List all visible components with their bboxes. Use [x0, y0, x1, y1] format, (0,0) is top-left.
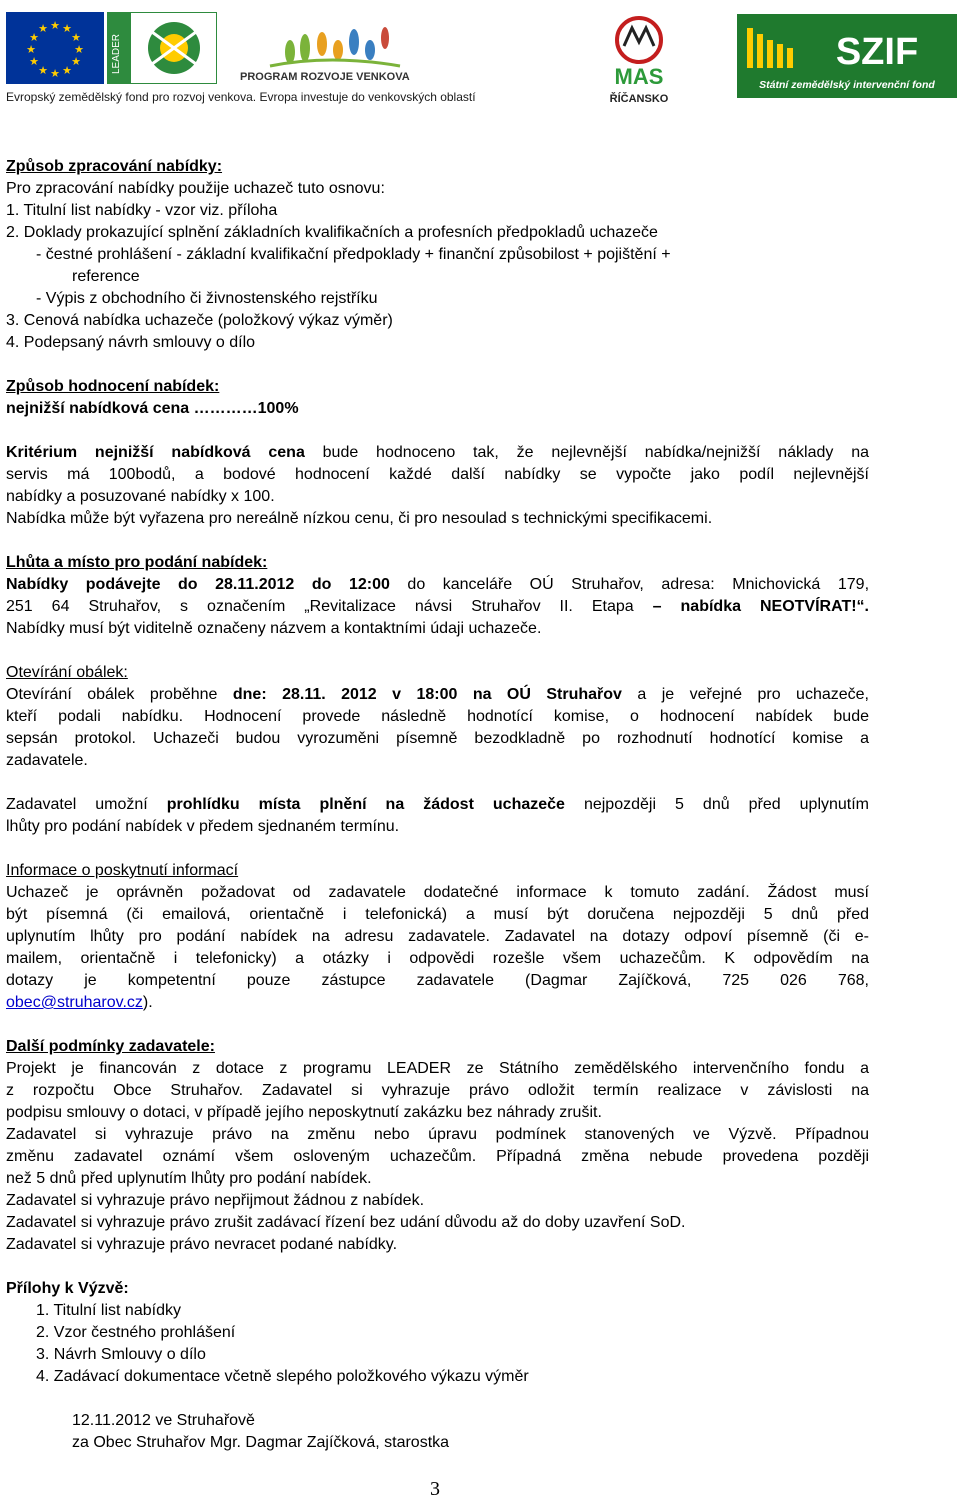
prilohy-item: 3. Návrh Smlouvy o dílo — [36, 1346, 206, 1363]
leader-logo-text: LEADER — [111, 33, 122, 74]
svg-text:★: ★ — [50, 67, 60, 80]
informace-line-5: dotazy je kompetentní pouze zástupce zadavatele (Dagmar Zajíčková, 725 026 768, — [6, 972, 869, 989]
dalsi-line-5: změnu zadavatel oznámí všem osloveným uchazečům. Případná změna nebude provedena později — [6, 1148, 869, 1165]
szif-logo — [737, 14, 957, 98]
hodnoceni-criterion-lead: Kritérium nejnižší nabídková cena — [6, 444, 305, 461]
lhuta-address: do kanceláře OÚ Struhařov, adresa: Mnichovická 179, — [389, 576, 870, 593]
mas-logo-text: MAS — [614, 64, 664, 89]
section-heading-informace: Informace o poskytnutí informací — [6, 862, 239, 879]
prilohy-item: 4. Zadávací dokumentace včetně slepého položkového výkazu výměr — [36, 1368, 529, 1385]
dalsi-line-8: Zadavatel si vyhrazuje právo zrušit zadávací řízení bez udání důvodu až do doby uzavření SoD. — [6, 1214, 686, 1231]
informace-line-1: Uchazeč je oprávněn požadovat od zadavatele dodatečné informace k tomuto zadání. Žádost musí — [6, 884, 869, 901]
svg-text:★: ★ — [71, 55, 81, 68]
dalsi-line-1: Projekt je financován z dotace z programu LEADER ze Státního zemědělského intervenčního fondu a — [6, 1060, 869, 1077]
otevirani-datetime: dne: 28.11. 2012 v 18:00 na OÚ Struhařov — [232, 686, 622, 703]
informace-line-6 — [6, 992, 153, 1014]
page-number: 3 — [430, 1478, 440, 1500]
hodnoceni-para-1-line-2: servis má 100bodů, a bodové hodnocení každé další nabídky se vypočte jako podíl nejlevnější — [6, 466, 869, 483]
zpracovani-subitem-1a: - čestné prohlášení - základní kvalifikační předpoklady + finanční způsobilost + pojištění + — [36, 246, 671, 263]
lhuta-line-1 — [6, 574, 869, 596]
dalsi-line-4: Zadavatel si vyhrazuje právo na změnu nebo úpravu podmínek stanovených ve Výzvě. Případnou — [6, 1126, 869, 1143]
header-tagline: Evropský zemědělský fond pro rozvoj venkova. Evropa investuje do venkovských oblastí — [6, 90, 476, 104]
mas-ricansko-logo — [598, 12, 680, 108]
svg-text:★: ★ — [29, 55, 39, 68]
svg-text:★: ★ — [26, 43, 36, 56]
svg-text:★: ★ — [50, 19, 60, 32]
prohlidka-rest: nejpozději 5 dnů před uplynutím — [564, 796, 870, 813]
szif-logo-subtext: Státní zemědělský intervenční fond — [759, 79, 935, 91]
otevirani-intro: Otevírání obálek proběhne — [6, 686, 233, 703]
prilohy-item: 1. Titulní list nabídky — [36, 1302, 181, 1319]
svg-text:★: ★ — [74, 43, 84, 56]
informace-line-6-tail: ). — [142, 994, 153, 1011]
prv-logo — [230, 10, 410, 82]
email-link[interactable]: obec@struharov.cz — [6, 994, 143, 1011]
dalsi-line-7: Zadavatel si vyhrazuje právo nepřijmout žádnou z nabídek. — [6, 1192, 425, 1209]
eu-flag-logo — [6, 12, 104, 84]
hodnoceni-para-1-rest: bude hodnoceno tak, že nejlevnější nabídka/nejnižší náklady na — [304, 444, 869, 461]
header — [0, 0, 960, 110]
prohlidka-emphasis: prohlídku místa plnění na žádost uchazeče — [166, 796, 565, 813]
hodnoceni-para-1-line-3: nabídky a posuzované nabídky x 100. — [6, 488, 275, 505]
lhuta-deadline-date: Nabídky podávejte do 28.11. — [6, 576, 259, 593]
signature-signer: za Obec Struhařov Mgr. Dagmar Zajíčková, starostka — [72, 1434, 450, 1451]
lhuta-line-3: Nabídky musí být viditelně označeny názvem a kontaktními údaji uchazeče. — [6, 620, 542, 637]
zpracovani-item-4: 4. Podepsaný návrh smlouvy o dílo — [6, 334, 256, 351]
svg-text:★: ★ — [62, 64, 72, 77]
otevirani-line-4: zadavatele. — [6, 752, 88, 769]
zpracovani-item-1: 1. Titulní list nabídky - vzor viz. příloha — [6, 202, 278, 219]
dalsi-line-2: z rozpočtu Obce Struhařov. Zadavatel si vyhrazuje právo odložit termín realizace v závislosti na — [6, 1082, 869, 1099]
otevirani-line-3: sepsán protokol. Uchazeči budou vyrozuměni písemně bezodkladně po rozhodnutí hodnotící komise a — [6, 730, 869, 747]
lhuta-deadline-time: 2012 do 12:00 — [258, 576, 390, 593]
lhuta-do-not-open: – nabídka NEOTVÍRAT!“. — [633, 598, 870, 615]
svg-text:★: ★ — [29, 31, 39, 44]
hodnoceni-criterion: nejnižší nabídková cena …………100% — [6, 400, 299, 417]
zpracovani-subitem-2: - Výpis z obchodního či živnostenského rejstříku — [36, 290, 378, 307]
hodnoceni-para-1-line-1 — [6, 442, 869, 464]
leader-logo — [107, 12, 217, 84]
dalsi-line-6: než 5 dnů před uplynutím lhůty pro podání nabídek. — [6, 1170, 372, 1187]
svg-text:★: ★ — [71, 31, 81, 44]
zpracovani-intro: Pro zpracování nabídky použije uchazeč tuto osnovu: — [6, 180, 385, 197]
section-heading-hodnoceni: Způsob hodnocení nabídek: — [6, 378, 220, 395]
svg-text:★: ★ — [62, 22, 72, 35]
informace-line-2: být písemná (či emailová, orientačně i telefonická) a musí být doručena nejpozději 5 dnů před — [6, 906, 869, 923]
lhuta-marking-intro: 251 64 Struhařov, s označením — [6, 598, 305, 615]
prohlidka-line-1 — [6, 794, 869, 816]
svg-text:★: ★ — [38, 22, 48, 35]
signature-date-place: 12.11.2012 ve Struhařově — [72, 1412, 255, 1429]
zpracovani-item-3: 3. Cenová nabídka uchazeče (položkový výkaz výměr) — [6, 312, 393, 329]
section-heading-dalsi: Další podmínky zadavatele: — [6, 1038, 215, 1055]
section-heading-prilohy: Přílohy k Výzvě: — [6, 1280, 129, 1297]
section-heading-zpracovani: Způsob zpracování nabídky: — [6, 158, 223, 175]
dalsi-line-9: Zadavatel si vyhrazuje právo nevracet podané nabídky. — [6, 1236, 398, 1253]
zpracovani-item-2: 2. Doklady prokazující splnění základních kvalifikačních a profesních předpokladů uchazeče — [6, 224, 658, 241]
zpracovani-subitem-1b: reference — [72, 268, 140, 285]
hodnoceni-para-2: Nabídka může být vyřazena pro nereálně nízkou cenu, či pro nesoulad s technickými specifikacemi. — [6, 510, 713, 527]
svg-text:★: ★ — [38, 64, 48, 77]
lhuta-marking-title: „Revitalizace návsi Struhařov II. Etapa — [304, 598, 634, 615]
lhuta-line-2 — [6, 596, 869, 618]
otevirani-public: a je veřejné pro uchazeče, — [621, 686, 869, 703]
prohlidka-line-2: lhůty pro podání nabídek v předem sjednaném termínu. — [6, 818, 400, 835]
otevirani-line-2: kteří podali nabídku. Hodnocení provede následně hodnotící komise, o hodnocení nabídek bude — [6, 708, 869, 725]
informace-line-4: mailem, orientačně i telefonicky) a otázky i odpovědi rozešle všem uchazečům. K odpovědím na — [6, 950, 869, 967]
prv-logo-text: PROGRAM ROZVOJE VENKOVA — [240, 71, 410, 82]
prilohy-item: 2. Vzor čestného prohlášení — [36, 1324, 236, 1341]
prohlidka-intro: Zadavatel umožní — [6, 796, 167, 813]
informace-line-3: uplynutím lhůty pro podání nabídek na adresu zadavatele. Zadavatel na dotazy odpoví písemně (či e- — [6, 928, 869, 945]
mas-logo-subtext: ŘÍČANSKO — [609, 93, 669, 105]
otevirani-line-1 — [6, 684, 869, 706]
szif-logo-text: SZIF — [835, 31, 919, 73]
section-heading-otevirani: Otevírání obálek: — [6, 664, 128, 681]
dalsi-line-3: podpisu smlouvy o dotaci, v případě jejího neposkytnutí zakázku bez náhrady zrušit. — [6, 1104, 602, 1121]
section-heading-lhuta: Lhůta a místo pro podání nabídek: — [6, 554, 268, 571]
